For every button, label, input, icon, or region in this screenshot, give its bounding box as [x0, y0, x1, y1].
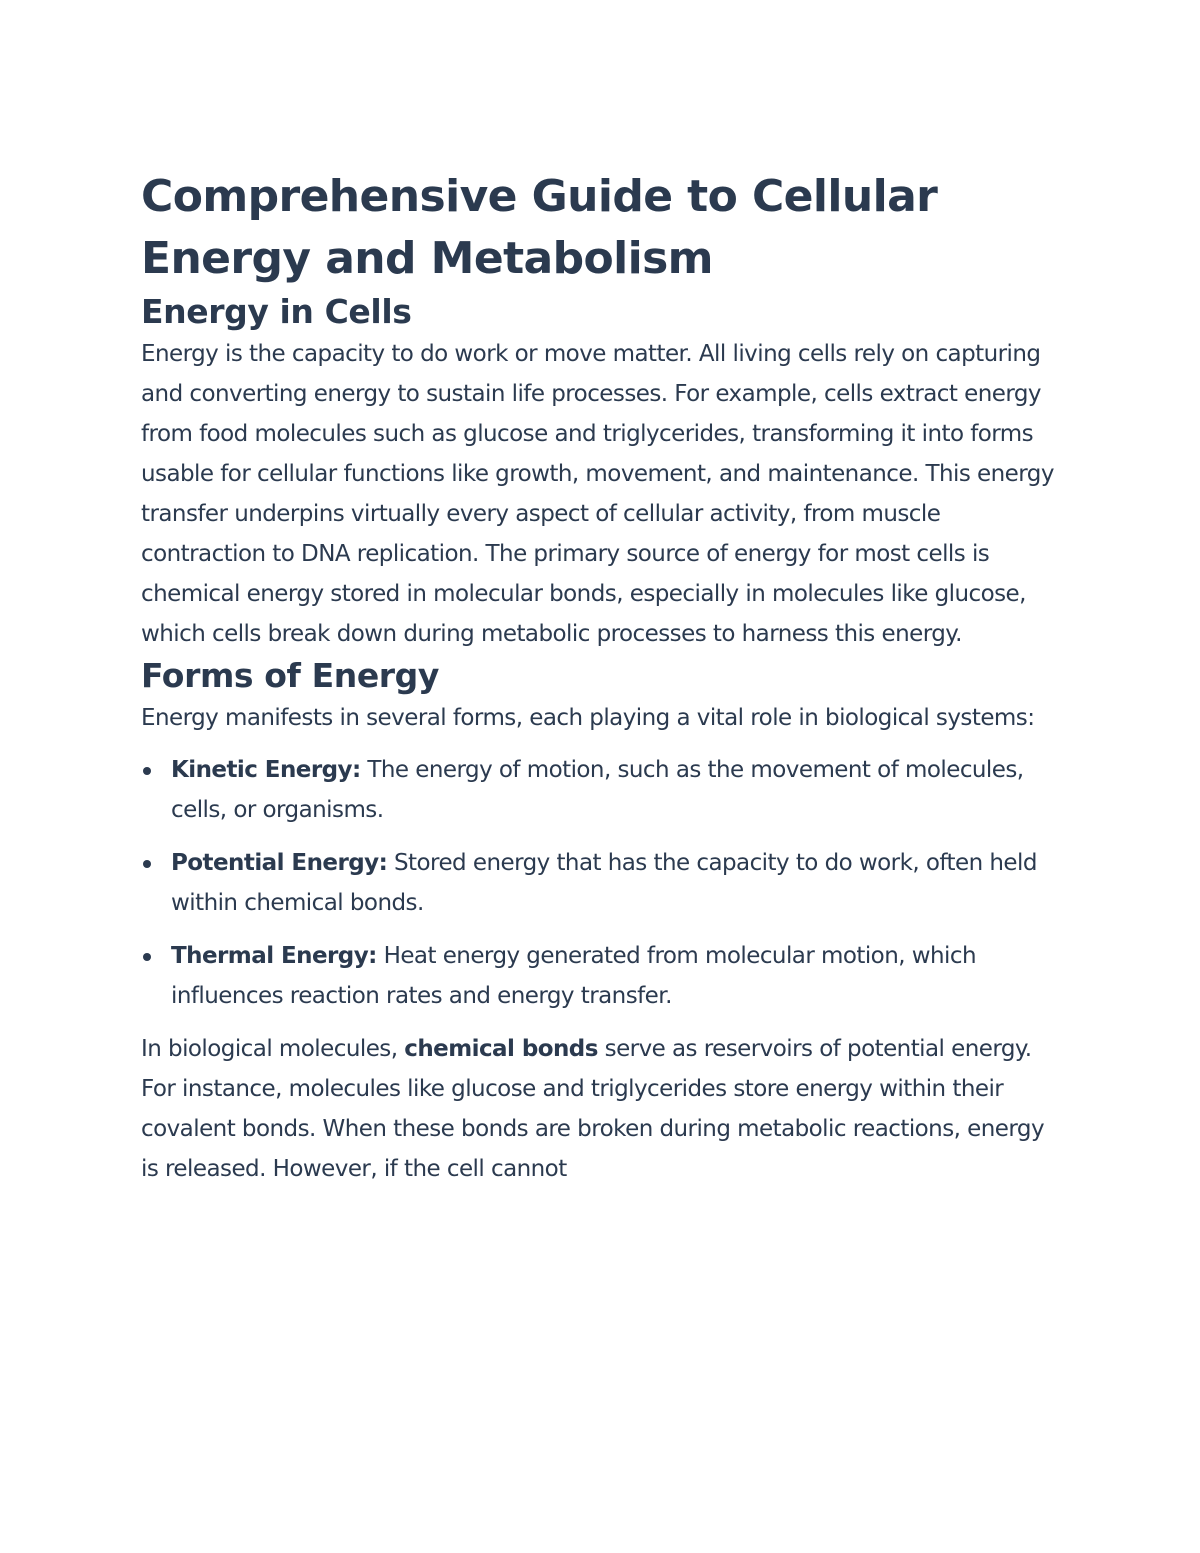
- chemical-bonds-paragraph: [141, 1029, 1061, 1189]
- section-heading-energy-in-cells: Energy in Cells: [141, 292, 412, 331]
- energy-in-cells-paragraph: Energy is the capacity to do work or move matter. All living cells rely on capturing and converting energy to sustain life processes. For example, cells extract energy from food molecules such as glucose and triglycerides, transforming it into forms usable for cellular functions like growth, movement, and maintenance. This energy transfer underpins virtually every aspect of cellular activity, from muscle contraction to DNA replication. The primary source of energy for most cells is chemical energy stored in molecular bonds, especially in molecules like glucose, which cells break down during metabolic processes to harness this energy.: [141, 341, 1054, 647]
- forms-of-energy-intro: Energy manifests in several forms, each playing a vital role in biological systems:: [141, 705, 1035, 731]
- bullet-icon: [143, 860, 151, 868]
- paragraph-text-after: serve as reservoirs of potential energy. For instance, molecules like glucose and triglycerides store energy within their covalent bonds. When these bonds are broken during metabolic reactions, energy is released. However, if the cell cannot: [141, 1036, 1045, 1182]
- list-item-term: Kinetic Energy:: [171, 757, 361, 783]
- document-page: [141, 166, 1061, 1189]
- document-title: Comprehensive Guide to Cellular Energy and Metabolism: [141, 171, 938, 284]
- bullet-icon: [143, 767, 151, 775]
- list-item-potential-energy: [141, 843, 1061, 923]
- list-item-kinetic-energy: [141, 750, 1061, 830]
- energy-forms-list: [141, 750, 1061, 1016]
- emphasis-chemical-bonds: chemical bonds: [404, 1036, 598, 1062]
- paragraph-text-before: In biological molecules,: [141, 1036, 405, 1062]
- list-item-text: Heat energy generated from molecular motion, which influences reaction rates and energy transfer.: [171, 943, 977, 1009]
- list-item-text: The energy of motion, such as the movement of molecules, cells, or organisms.: [171, 757, 1024, 823]
- section-heading-forms-of-energy: Forms of Energy: [141, 656, 440, 695]
- bullet-icon: [143, 953, 151, 961]
- list-item-text: Stored energy that has the capacity to do work, often held within chemical bonds.: [171, 850, 1037, 916]
- list-item-term: Potential Energy:: [171, 850, 388, 876]
- list-item-term: Thermal Energy:: [171, 943, 377, 969]
- list-item-thermal-energy: [141, 936, 1061, 1016]
